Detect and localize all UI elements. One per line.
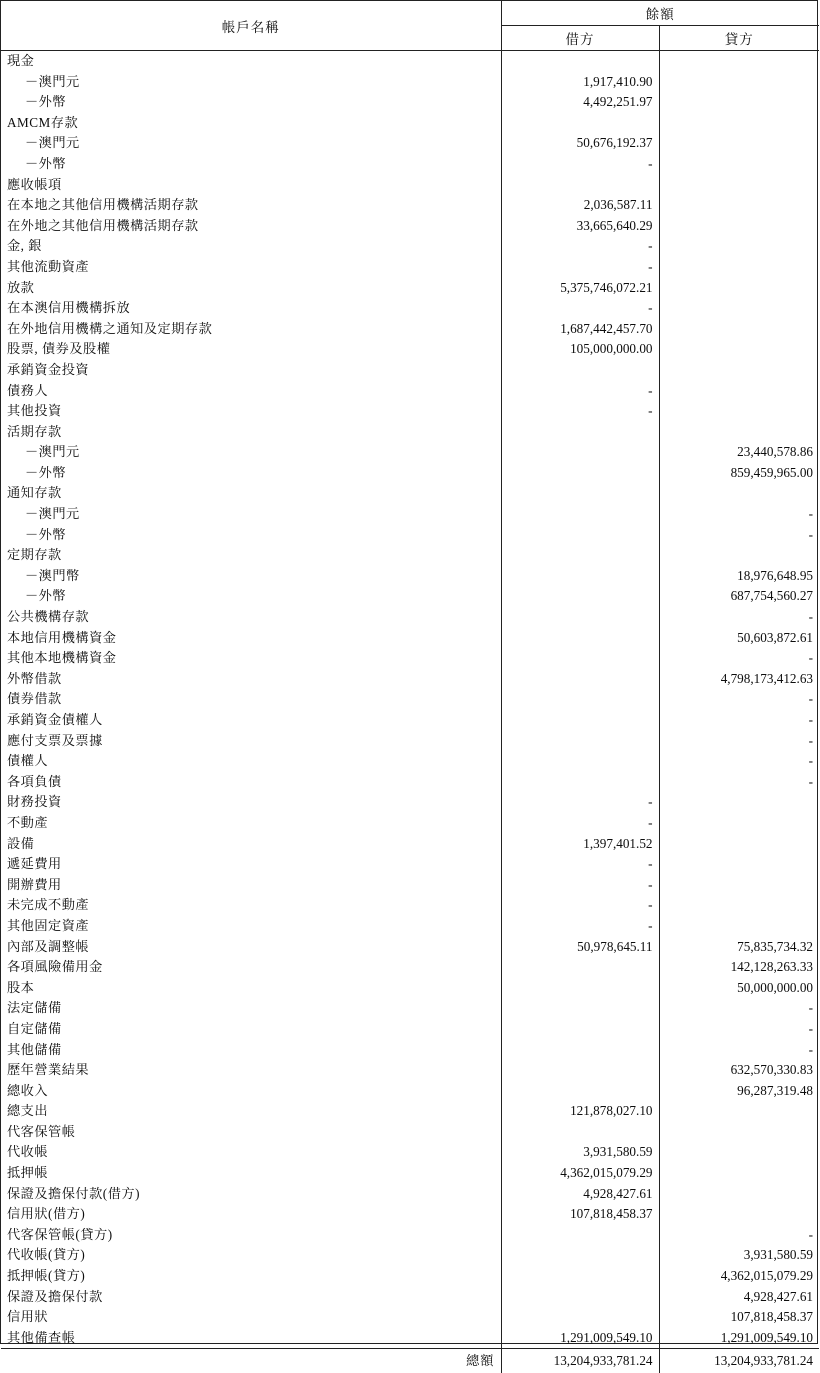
table-row: [1, 483, 819, 504]
table-row: [1, 710, 819, 731]
credit-cell: [659, 875, 819, 896]
credit-cell: [659, 1122, 819, 1143]
debit-cell: [501, 607, 659, 628]
debit-cell: 1,397,401.52: [501, 834, 659, 855]
account-name-cell: －外幣: [1, 92, 501, 113]
credit-cell: [659, 298, 819, 319]
debit-cell: [501, 113, 659, 134]
debit-cell: [501, 422, 659, 443]
credit-cell: -: [808, 1000, 813, 1016]
account-name-cell: 不動產: [1, 813, 501, 834]
table-row: [1, 1122, 819, 1143]
table-row: [1, 1266, 819, 1287]
debit-cell: [501, 1245, 659, 1266]
account-name-cell: 債券借款: [1, 689, 501, 710]
table-row: [1, 360, 819, 381]
table-row: [1, 298, 819, 319]
debit-cell: [501, 648, 659, 669]
debit-cell: [501, 978, 659, 999]
debit-cell: -: [501, 792, 659, 813]
debit-cell: -: [501, 236, 659, 257]
debit-cell: 5,375,746,072.21: [501, 278, 659, 299]
column-header-balance: 餘額: [501, 1, 819, 26]
debit-cell: [501, 669, 659, 690]
table-body: [1, 51, 819, 1349]
table-row: [1, 895, 819, 916]
table-row: [1, 834, 819, 855]
account-name-cell: 活期存款: [1, 422, 501, 443]
account-name-cell: 應收帳項: [1, 175, 501, 196]
credit-cell: 96,287,319.48: [737, 1082, 813, 1098]
credit-cell: [659, 257, 819, 278]
table-row: [1, 1019, 819, 1040]
account-name-cell: 代收帳: [1, 1142, 501, 1163]
account-name-cell: 在外地之其他信用機構活期存款: [1, 216, 501, 237]
credit-cell: 50,603,872.61: [737, 629, 813, 645]
table-row: [1, 278, 819, 299]
account-name-cell: 應付支票及票據: [1, 731, 501, 752]
credit-cell: [659, 422, 819, 443]
table-row: [1, 628, 819, 649]
debit-cell: [501, 1060, 659, 1081]
debit-cell: -: [501, 854, 659, 875]
credit-cell: [659, 401, 819, 422]
debit-cell: [501, 1040, 659, 1061]
table-row: [1, 751, 819, 772]
table-row: [1, 504, 819, 525]
account-name-cell: －澳門元: [1, 133, 501, 154]
credit-cell: [659, 1204, 819, 1225]
table-row: [1, 1060, 819, 1081]
account-name-cell: 設備: [1, 834, 501, 855]
table-row: [1, 566, 819, 587]
table-row: [1, 854, 819, 875]
table-header: [1, 1, 819, 51]
account-name-cell: 承銷資金債權人: [1, 710, 501, 731]
account-name-cell: 財務投資: [1, 792, 501, 813]
column-header-credit: 貸方: [659, 26, 819, 51]
debit-cell: [501, 545, 659, 566]
credit-cell: [659, 278, 819, 299]
debit-cell: [501, 1225, 659, 1246]
account-name-cell: 在本地之其他信用機構活期存款: [1, 195, 501, 216]
table-row: [1, 689, 819, 710]
table-row: [1, 978, 819, 999]
account-name-cell: 歷年營業結果: [1, 1060, 501, 1081]
credit-cell: [659, 916, 819, 937]
table-footer: [1, 1349, 819, 1373]
debit-cell: [501, 772, 659, 793]
account-name-cell: 承銷資金投資: [1, 360, 501, 381]
credit-cell: -: [808, 753, 813, 769]
account-name-cell: 其他儲備: [1, 1040, 501, 1061]
credit-cell: 50,000,000.00: [737, 979, 813, 995]
account-name-cell: 金, 銀: [1, 236, 501, 257]
table-row: [1, 669, 819, 690]
credit-cell: -: [808, 712, 813, 727]
table-row: [1, 545, 819, 566]
account-name-cell: 法定儲備: [1, 998, 501, 1019]
total-debit-value: 13,204,933,781.24: [501, 1349, 659, 1373]
account-name-cell: 其他備查帳: [1, 1328, 501, 1349]
debit-cell: 33,665,640.29: [501, 216, 659, 237]
balance-sheet-table: [1, 1, 819, 1373]
debit-cell: 4,928,427.61: [501, 1184, 659, 1205]
account-name-cell: 代客保管帳(貸方): [1, 1225, 501, 1246]
credit-cell: [659, 1163, 819, 1184]
table-row: [1, 1142, 819, 1163]
table-row: [1, 257, 819, 278]
table-row: [1, 113, 819, 134]
account-name-cell: 信用狀(借方): [1, 1204, 501, 1225]
table-row: [1, 401, 819, 422]
credit-cell: 687,754,560.27: [730, 588, 813, 604]
table-row: [1, 607, 819, 628]
credit-cell: 142,128,263.33: [730, 959, 813, 975]
debit-cell: [501, 442, 659, 463]
credit-cell: [659, 834, 819, 855]
debit-cell: [501, 525, 659, 546]
debit-cell: 1,687,442,457.70: [501, 319, 659, 340]
debit-cell: [501, 1266, 659, 1287]
account-name-cell: 各項風險備用金: [1, 957, 501, 978]
debit-cell: [501, 586, 659, 607]
debit-cell: [501, 1287, 659, 1308]
credit-cell: -: [808, 609, 813, 625]
debit-cell: -: [501, 875, 659, 896]
debit-cell: [501, 504, 659, 525]
table-row: [1, 1307, 819, 1328]
account-name-cell: 通知存款: [1, 483, 501, 504]
debit-cell: -: [501, 916, 659, 937]
credit-cell: 859,459,965.00: [730, 464, 813, 480]
account-name-cell: －澳門幣: [1, 566, 501, 587]
debit-cell: -: [501, 401, 659, 422]
table-row: [1, 648, 819, 669]
table-row: [1, 772, 819, 793]
debit-cell: 50,978,645.11: [501, 937, 659, 958]
table-row: [1, 1287, 819, 1308]
account-name-cell: －外幣: [1, 586, 501, 607]
table-row: [1, 957, 819, 978]
account-name-cell: 在外地信用機構之通知及定期存款: [1, 319, 501, 340]
credit-cell: [659, 1101, 819, 1122]
account-name-cell: 總支出: [1, 1101, 501, 1122]
table-row: [1, 1081, 819, 1102]
credit-cell: -: [808, 1020, 813, 1036]
account-name-cell: 股本: [1, 978, 501, 999]
account-name-cell: 公共機構存款: [1, 607, 501, 628]
table-row: [1, 195, 819, 216]
table-row: [1, 319, 819, 340]
account-name-cell: －外幣: [1, 463, 501, 484]
credit-cell: 4,928,427.61: [743, 1288, 813, 1304]
debit-cell: [501, 483, 659, 504]
credit-cell: 23,440,578.86: [737, 444, 813, 460]
table-row: [1, 154, 819, 175]
table-row: [1, 1040, 819, 1061]
debit-cell: 121,878,027.10: [501, 1101, 659, 1122]
account-name-cell: 抵押帳(貸方): [1, 1266, 501, 1287]
debit-cell: [501, 710, 659, 731]
table-row: [1, 937, 819, 958]
total-label: 總額: [1, 1349, 501, 1373]
table-row: [1, 72, 819, 93]
debit-cell: [501, 1081, 659, 1102]
credit-cell: [659, 895, 819, 916]
account-name-cell: 其他流動資產: [1, 257, 501, 278]
credit-cell: [659, 1142, 819, 1163]
debit-cell: 107,818,458.37: [501, 1204, 659, 1225]
debit-cell: 1,917,410.90: [501, 72, 659, 93]
credit-cell: [659, 92, 819, 113]
credit-cell: [659, 381, 819, 402]
credit-cell: 4,362,015,079.29: [720, 1268, 813, 1284]
debit-cell: [501, 689, 659, 710]
credit-cell: 4,798,173,412.63: [720, 670, 813, 686]
account-name-cell: 現金: [1, 51, 501, 72]
credit-cell: 107,818,458.37: [730, 1309, 813, 1325]
debit-cell: [501, 360, 659, 381]
total-credit-value: 13,204,933,781.24: [659, 1349, 819, 1373]
credit-cell: [659, 792, 819, 813]
credit-cell: [659, 236, 819, 257]
account-name-cell: 自定儲備: [1, 1019, 501, 1040]
credit-cell: 75,835,734.32: [737, 938, 813, 954]
debit-cell: -: [501, 381, 659, 402]
account-name-cell: 放款: [1, 278, 501, 299]
debit-cell: 105,000,000.00: [501, 339, 659, 360]
table-row: [1, 1184, 819, 1205]
debit-cell: 1,291,009,549.10: [501, 1328, 659, 1349]
debit-cell: [501, 751, 659, 772]
debit-cell: [501, 175, 659, 196]
credit-cell: 18,976,648.95: [737, 567, 813, 583]
table-row: [1, 875, 819, 896]
account-name-cell: 定期存款: [1, 545, 501, 566]
table-row: [1, 1204, 819, 1225]
credit-cell: [659, 360, 819, 381]
credit-cell: 1,291,009,549.10: [720, 1329, 813, 1345]
column-header-account-name: 帳戶名稱: [1, 1, 501, 51]
debit-cell: 4,362,015,079.29: [501, 1163, 659, 1184]
total-row: [1, 1349, 819, 1373]
debit-cell: [501, 998, 659, 1019]
debit-cell: [501, 1307, 659, 1328]
account-name-cell: 外幣借款: [1, 669, 501, 690]
debit-cell: -: [501, 257, 659, 278]
credit-cell: -: [808, 732, 813, 748]
table-row: [1, 381, 819, 402]
credit-cell: -: [808, 506, 813, 522]
credit-cell: [659, 195, 819, 216]
credit-cell: [659, 175, 819, 196]
credit-cell: -: [808, 691, 813, 707]
credit-cell: -: [808, 773, 813, 789]
table-row: [1, 442, 819, 463]
debit-cell: -: [501, 895, 659, 916]
account-name-cell: 信用狀: [1, 1307, 501, 1328]
account-name-cell: 本地信用機構資金: [1, 628, 501, 649]
debit-cell: [501, 1122, 659, 1143]
debit-cell: [501, 1019, 659, 1040]
credit-cell: [659, 854, 819, 875]
debit-cell: [501, 51, 659, 72]
table-row: [1, 339, 819, 360]
table-row: [1, 998, 819, 1019]
table-row: [1, 175, 819, 196]
account-name-cell: －外幣: [1, 525, 501, 546]
account-name-cell: 內部及調整帳: [1, 937, 501, 958]
table-row: [1, 1245, 819, 1266]
debit-cell: -: [501, 154, 659, 175]
table-row: [1, 422, 819, 443]
account-name-cell: －澳門元: [1, 72, 501, 93]
debit-cell: [501, 463, 659, 484]
account-name-cell: 其他本地機構資金: [1, 648, 501, 669]
table-row: [1, 1225, 819, 1246]
table-row: [1, 1163, 819, 1184]
account-name-cell: 未完成不動產: [1, 895, 501, 916]
account-name-cell: －澳門元: [1, 442, 501, 463]
account-name-cell: 各項負債: [1, 772, 501, 793]
account-name-cell: 債權人: [1, 751, 501, 772]
table-row: [1, 463, 819, 484]
credit-cell: -: [808, 1041, 813, 1057]
account-name-cell: 遞延費用: [1, 854, 501, 875]
debit-cell: 3,931,580.59: [501, 1142, 659, 1163]
table-row: [1, 813, 819, 834]
credit-cell: [659, 113, 819, 134]
account-name-cell: 保證及擔保付款(借方): [1, 1184, 501, 1205]
credit-cell: -: [808, 650, 813, 666]
account-name-cell: 抵押帳: [1, 1163, 501, 1184]
debit-cell: -: [501, 298, 659, 319]
credit-cell: [659, 72, 819, 93]
account-name-cell: 在本澳信用機構拆放: [1, 298, 501, 319]
table-row: [1, 586, 819, 607]
credit-cell: [659, 319, 819, 340]
credit-cell: [659, 483, 819, 504]
table-row: [1, 216, 819, 237]
credit-cell: -: [808, 526, 813, 542]
account-name-cell: 債務人: [1, 381, 501, 402]
credit-cell: -: [808, 1226, 813, 1242]
account-name-cell: 保證及擔保付款: [1, 1287, 501, 1308]
account-name-cell: －外幣: [1, 154, 501, 175]
account-name-cell: 其他固定資產: [1, 916, 501, 937]
table-row: [1, 1101, 819, 1122]
debit-cell: [501, 566, 659, 587]
credit-cell: [659, 339, 819, 360]
debit-cell: 50,676,192.37: [501, 133, 659, 154]
credit-cell: [659, 154, 819, 175]
table-row: [1, 525, 819, 546]
account-name-cell: 其他投資: [1, 401, 501, 422]
table-row: [1, 133, 819, 154]
account-name-cell: 代客保管帳: [1, 1122, 501, 1143]
account-name-cell: －澳門元: [1, 504, 501, 525]
account-name-cell: AMCM存款: [1, 113, 501, 134]
credit-cell: [659, 216, 819, 237]
account-name-cell: 股票, 債券及股權: [1, 339, 501, 360]
credit-cell: [659, 51, 819, 72]
table-row: [1, 236, 819, 257]
debit-cell: 4,492,251.97: [501, 92, 659, 113]
debit-cell: 2,036,587.11: [501, 195, 659, 216]
debit-cell: [501, 731, 659, 752]
column-header-debit: 借方: [501, 26, 659, 51]
credit-cell: [659, 1184, 819, 1205]
account-name-cell: 總收入: [1, 1081, 501, 1102]
table-row: [1, 792, 819, 813]
credit-cell: 632,570,330.83: [730, 1062, 813, 1078]
table-row: [1, 916, 819, 937]
debit-cell: [501, 957, 659, 978]
credit-cell: [659, 133, 819, 154]
credit-cell: [659, 813, 819, 834]
account-name-cell: 代收帳(貸方): [1, 1245, 501, 1266]
debit-cell: [501, 628, 659, 649]
credit-cell: 3,931,580.59: [743, 1247, 813, 1263]
table-row: [1, 92, 819, 113]
credit-cell: [659, 545, 819, 566]
table-row: [1, 51, 819, 72]
account-name-cell: 開辦費用: [1, 875, 501, 896]
table-row: [1, 731, 819, 752]
debit-cell: -: [501, 813, 659, 834]
